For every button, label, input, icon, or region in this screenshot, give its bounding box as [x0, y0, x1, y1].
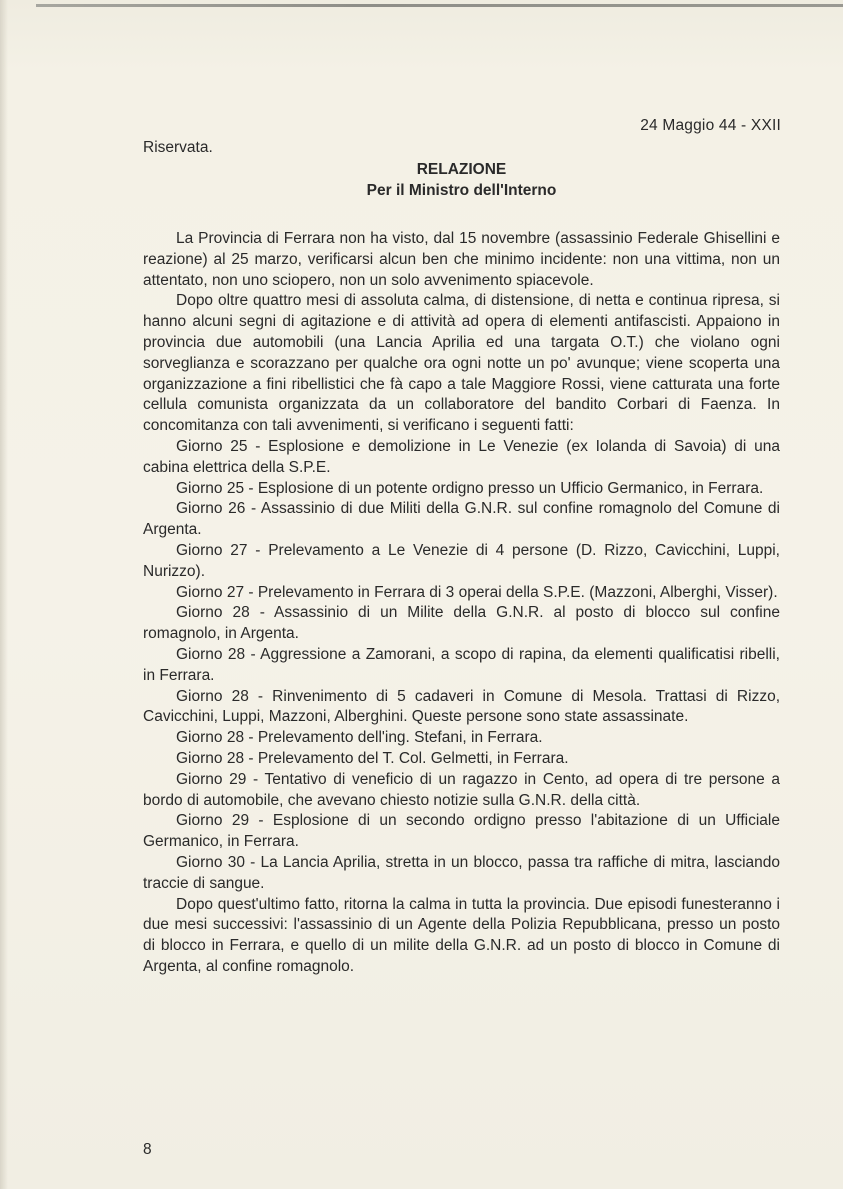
paragraph-conclusion: Dopo quest'ultimo fatto, ritorna la calma in tutta la provincia. Due episodi funesteranno i due mesi successivi: l'assassinio di un Agente della Polizia Repubblicana, presso un posto di blocco in Ferrara, e quello di un milite della G.N.R. ad un posto di blocco in Comune di Argenta, al confine romagnolo. — [143, 895, 780, 975]
paragraph-intro: La Provincia di Ferrara non ha visto, dal 15 novembre (assassinio Federale Ghisellini e reazione) al 25 marzo, verificarsi alcun ben che minimo incidente: non una vittima, non un attentato, non uno sciopero, non un solo avvenimento spiacevole. — [143, 230, 780, 289]
event-entry: Giorno 27 - Prelevamento in Ferrara di 3 operai della S.P.E. (Mazzoni, Alberghi, Visser). — [176, 583, 778, 601]
event-entry: Giorno 28 - Rinvenimento di 5 cadaveri in Comune di Mesola. Trattasi di Rizzo, Cavicchini, Luppi, Mazzoni, Alberghini. Queste persone sono state assassinate. — [143, 687, 780, 726]
event-entry: Giorno 28 - Prelevamento del T. Col. Gelmetti, in Ferrara. — [176, 749, 569, 767]
document-heading — [143, 159, 780, 201]
event-entry: Giorno 26 - Assassinio di due Militi della G.N.R. sul confine romagnolo del Comune di Argenta. — [143, 500, 780, 539]
event-entry: Giorno 25 - Esplosione e demolizione in Le Venezie (ex Iolanda di Savoia) di una cabina elettrica della S.P.E. — [143, 437, 780, 476]
document-title: RELAZIONE — [416, 161, 507, 178]
event-entry: Giorno 28 - Aggressione a Zamorani, a scopo di rapina, da elementi qualificatisi ribelli, in Ferrara. — [143, 645, 780, 684]
event-entry: Giorno 30 - La Lancia Aprilia, stretta in un blocco, passa tra raffiche di mitra, lasciando traccie di sangue. — [143, 853, 780, 892]
document-subtitle: Per il Ministro dell'Interno — [366, 182, 557, 199]
scan-left-edge — [0, 0, 8, 1189]
paragraph-context: Dopo oltre quattro mesi di assoluta calma, di distensione, di netta e continua ripresa, si hanno alcuni segni di agitazione e di attività ad opera di elementi antifascisti. Appaiono in provincia due automobili (una Lancia Aprilia ed una targata O.T.) che violano ogni sorveglianza e scorazzano per qualche ora ogni notte un po' avunque; viene scoperta una organizzazione a fini ribellistici che fà capo a tale Maggiore Rossi, viene catturata una forte cellula comunista organizzata da un collaboratore del bandito Corbari di Faenza. In concomitanza con tali avvenimenti, si verificano i seguenti fatti: — [143, 292, 780, 435]
event-entry: Giorno 28 - Assassinio di un Milite della G.N.R. al posto di blocco sul confine romagnolo, in Argenta. — [143, 604, 780, 643]
page-number: 8 — [143, 1141, 152, 1158]
document-date: 24 Maggio 44 - XXII — [640, 117, 781, 134]
classification-label: Riservata. — [143, 139, 213, 156]
scan-top-edge — [36, 4, 843, 7]
event-entry: Giorno 28 - Prelevamento dell'ing. Stefani, in Ferrara. — [176, 729, 543, 747]
event-entry: Giorno 29 - Tentativo di veneficio di un ragazzo in Cento, ad opera di tre persone a bordo di automobile, che avevano chiesto notizie sulla G.N.R. della città. — [143, 770, 780, 809]
report-body — [143, 229, 780, 978]
event-entry: Giorno 27 - Prelevamento a Le Venezie di 4 persone (D. Rizzo, Cavicchini, Luppi, Nurizzo). — [143, 541, 780, 580]
event-entry: Giorno 25 - Esplosione di un potente ordigno presso un Ufficio Germanico, in Ferrara. — [176, 479, 764, 497]
event-entry: Giorno 29 - Esplosione di un secondo ordigno presso l'abitazione di un Ufficiale Germanico, in Ferrara. — [143, 812, 780, 851]
